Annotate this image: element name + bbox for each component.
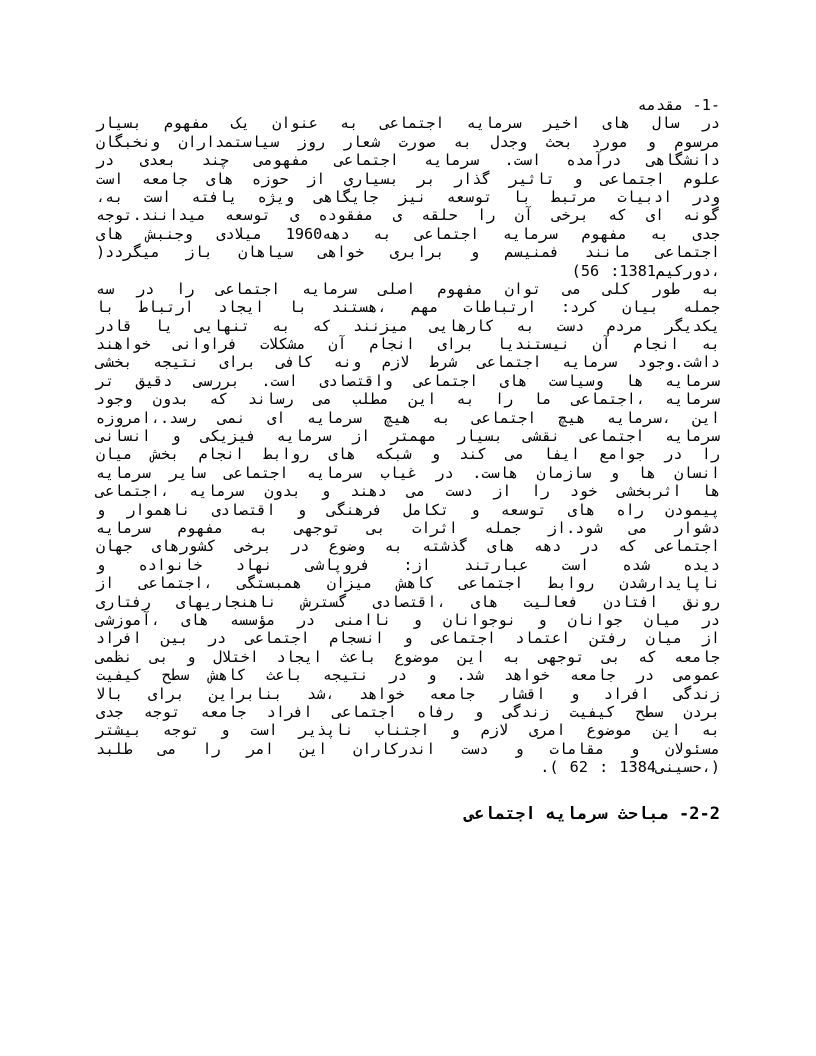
text-line: ،دورکیم1381: 56)	[571, 261, 720, 280]
text-line: این ،سرمایه هیچ اجتماعی به هیچ سرمایه ای نمی رسد.،امروزه	[96, 408, 720, 427]
text-line: ناپایدارشدن روابط اجتماعی کاهش میزان همبستگی ،اجتماعی از	[96, 574, 720, 593]
text-line: علوم اجتماعی و تاثیر گذار بر بسیاری از حوزه های جامعه است	[96, 169, 720, 188]
text-line: در سال های اخیر سرمایه اجتماعی به عنوان یک مفهوم بسیار	[96, 114, 720, 133]
text-line: دیده شده است عبارتند از: فروپاشی نهاد خانواده و	[96, 555, 720, 574]
document-page	[96, 96, 720, 824]
text-line: رونق افتادن فعالیت های ،اقتصادی گسترش ناهنجاریهای رفتاری	[96, 592, 720, 611]
paragraph-2	[96, 280, 720, 777]
text-line: (،حسینی1384 : 62 ).	[540, 758, 720, 777]
text-line: را در جوامع ایفا می کند و شبکه های روابط انجام بخش میان	[96, 445, 720, 464]
text-line: بردن سطح کیفیت زندگی و رفاه اجتماعی افراد جامعه توجه جدی	[96, 702, 720, 721]
text-line: در میان جوانان و نوجوانان و ناامنی در مؤسسه های ،آموزشی	[96, 610, 720, 629]
text-line: جمله بیان کرد: ارتباطات مهم ،هستند با ایجاد ارتباط با	[96, 298, 720, 317]
section-heading-introduction: -1- مقدمه	[637, 96, 720, 114]
text-line: عمومی در جامعه خواهد شد. و در نتیجه باعث کاهش سطح کیفیت	[96, 666, 720, 685]
text-line: اجتماعی که در دهه های گذشته به وضوع در برخی کشورهای جهان	[96, 537, 720, 556]
text-line: جدی به مفهوم سرمایه اجتماعی به دهه1960 میلادی وجنبش های	[96, 224, 720, 243]
text-line: داشت.وجود سرمایه اجتماعی شرط لازم ونه کافی برای نتیجه بخشی	[96, 353, 720, 372]
section-heading-social-capital-topics: 2-2- مباحث سرمایه اجتماعی	[464, 804, 720, 825]
text-line: سرمایه ها وسیاست های اجتماعی واقتصادی است. بررسی دقیق تر	[96, 371, 720, 390]
text-line: به طور کلی می توان مفهوم اصلی سرمایه اجتماعی را در سه	[96, 279, 720, 298]
text-line: اجتماعی مانند فمنیسم و برابری خواهی سیاهان باز میگردد(	[96, 243, 720, 262]
text-line: جامعه که بی توجهی به این موضوع باعث ایجاد اختلال و بی نظمی	[96, 647, 720, 666]
text-line: سرمایه ،اجتماعی ما را به این مطلب می رساند که بدون وجود	[96, 390, 720, 409]
text-line: دشوار می شود.از جمله اثرات بی توجهی به مفهوم سرمایه	[96, 518, 720, 537]
text-line: گونه ای که برخی آن را حلقه ی مفقوده ی توسعه میدانند.توجه	[96, 206, 720, 225]
text-line: مسئولان و مقامات و دست اندرکاران این امر را می طلبد	[96, 739, 720, 758]
text-line: ودر ادبیات مرتبط با توسعه نیز جایگاهی ویژه یافته است به،	[96, 187, 720, 206]
paragraph-1	[96, 114, 720, 280]
text-line: به این موضوع امری لازم و اجتناب ناپذیر است و توجه بیشتر	[96, 721, 720, 740]
text-line: از میان رفتن اعتماد اجتماعی و انسجام اجتماعی در بین افراد	[96, 629, 720, 648]
text-line: ها اثربخشی خود را از دست می دهند و بدون سرمایه ،اجتماعی	[96, 482, 720, 501]
text-line: یکدیگر مردم دست به کارهایی میزنند که به تنهایی یا قادر	[96, 316, 720, 335]
text-line: زندگی افراد و اقشار جامعه خواهد ،شد بنابراین برای بالا	[96, 684, 720, 703]
text-line: سرمایه اجتماعی نقشی بسیار مهمتر از سرمایه فیزیکی و انسانی	[96, 427, 720, 446]
text-line: به انجام آن نیستندیا برای انجام آن مشکلات فراوانی خواهند	[96, 335, 720, 354]
text-line: انسان ها و سازمان هاست. در غیاب سرمایه اجتماعی سایر سرمایه	[96, 463, 720, 482]
text-line: دانشگاهی درآمده است. سرمایه اجتماعی مفهومی چند بعدی در	[96, 151, 720, 170]
text-line: پیمودن راه های توسعه و تکامل فرهنگی و اقتصادی ناهموار و	[96, 500, 720, 519]
text-line: مرسوم و مورد بحث وجدل به صورت شعار روز سیاستمداران ونخبگان	[96, 132, 720, 151]
